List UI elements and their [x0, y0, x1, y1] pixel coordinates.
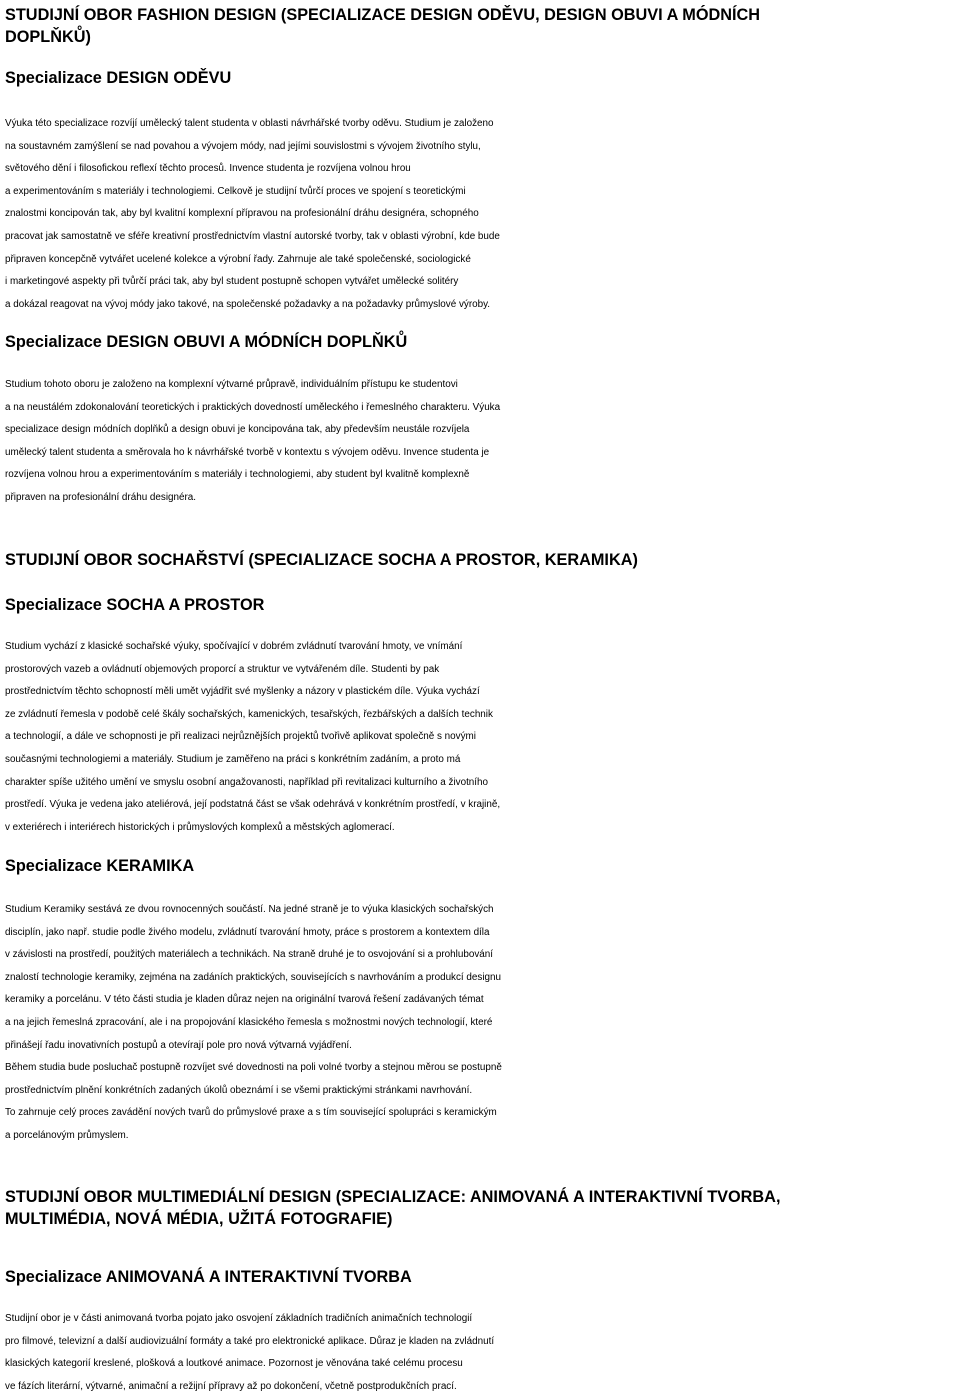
text-line: ve fázích literární, výtvarné, animační a režijní přípravy až po dokončení, včetně postprodukčních prací.: [5, 1380, 457, 1392]
text-line: přinášejí řadu inovativních postupů a otevírají pole pro nová výtvarná vyjádření.: [5, 1039, 352, 1051]
text-line: charakter spíše užitého umění ve smyslu osobní angažovanosti, například při revitalizaci kulturního a životního: [5, 776, 489, 788]
text-line: Studium tohoto oboru je založeno na komplexní výtvarné průpravě, individuálním přístupu ke studentovi: [5, 379, 458, 390]
subheading-socha-a-prostor: Specializace SOCHA A PROSTOR: [5, 596, 265, 614]
text-line: a dokázal reagovat na vývoj módy jako takové, na společenské požadavky a na požadavky průmyslové výroby.: [5, 298, 491, 310]
text-line: umělecký talent studenta a směrovala ho k návrhářské tvorbě v kontextu s vývojem oděvu. Invence studenta je: [5, 446, 490, 458]
text-line: Studium Keramiky sestává ze dvou rovnocenných součástí. Na jedné straně je to výuka klasických sochařských: [5, 904, 494, 915]
text-line: a technologií, a dále ve schopnosti je při realizaci nejrůznějších projektů tvořivě aplikovat společně s novými: [5, 731, 476, 743]
section-heading-socharstvi: [5, 549, 638, 571]
text-line: a porcelánovým průmyslem.: [5, 1129, 129, 1141]
text-line: prostřednictvím plnění konkrétních zadaných úkolů obeznámí i se všemi praktickými stránkami navrhování.: [5, 1084, 473, 1096]
text-line: na soustavném zamýšlení se nad povahou a vývojem módy, nad jejími souvislostmi s vývojem životního stylu,: [5, 140, 481, 152]
text-line: rozvíjena volnou hrou a experimentováním s materiály i technologiemi, aby student byl kvalitně komplexně: [5, 469, 470, 481]
text-line: disciplín, jako např. studie podle živého modelu, zvládnutí tvarování hmoty, práce s prostorem a kontextem díla: [5, 926, 490, 938]
text-line: i marketingové aspekty při tvůrčí práci tak, aby byl student postupně schopen vytvářet umělecké solitéry: [5, 276, 459, 288]
paragraph-animovana-tvorba: [5, 1308, 957, 1398]
text-line: keramiky a porcelánu. V této části studia je kladen důraz nejen na originální tvarová řešení zadávaných témat: [5, 994, 484, 1006]
text-line: v exteriérech i interiérech historických i průmyslových komplexů a městských aglomerací.: [5, 821, 395, 833]
text-line: pracovat jak samostatně ve sféře kreativní prostřednictvím vlastní autorské tvorby, tak v oblasti výrobní, kde bude: [5, 230, 500, 242]
text-line: klasických kategorií kreslené, plošková a loutkové animace. Pozornost je věnována také celému procesu: [5, 1358, 463, 1370]
paragraph-design-obuvi: [5, 374, 957, 510]
text-line: světového dění i filosofickou reflexí těchto procesů. Invence studenta je rozvíjena volnou hrou: [5, 163, 411, 175]
heading-line: STUDIJNÍ OBOR SOCHAŘSTVÍ (SPECIALIZACE SOCHA A PROSTOR, KERAMIKA): [5, 551, 638, 569]
text-line: prostřednictvím těchto schopností měli umět vyjádřit své myšlenky a názory v plastickém díle. Výuka vychází: [5, 686, 480, 698]
subheading-design-odevu: Specializace DESIGN ODĚVU: [5, 69, 232, 87]
text-line: Studijní obor je v části animovaná tvorba pojato jako osvojení základních tradičních animačních technologií: [5, 1313, 473, 1324]
paragraph-keramika: [5, 899, 957, 1148]
text-line: a na jejich řemeslná zpracování, ale i na propojování klasického řemesla s možnostmi nových technologií, které: [5, 1016, 493, 1028]
text-line: a na neustálém zdokonalování teoretických i praktických dovedností uměleckého i řemeslného charakteru. Výuka: [5, 401, 501, 413]
heading-line: STUDIJNÍ OBOR FASHION DESIGN (SPECIALIZACE DESIGN ODĚVU, DESIGN OBUVI A MÓDNÍCH: [5, 6, 761, 24]
text-line: znalostí technologie keramiky, zejména na zadáních praktických, souvisejících s navrhováním a produkcí designu: [5, 971, 502, 983]
text-line: prostředí. Výuka je vedena jako ateliérová, její podstatná část se však odehrává v konkrétním prostředí, v krajině,: [5, 799, 501, 811]
text-line: připraven koncepčně vytvářet ucelené kolekce a výrobní řady. Zahrnuje ale také společenské, sociologické: [5, 253, 471, 265]
heading-line: STUDIJNÍ OBOR MULTIMEDIÁLNÍ DESIGN (SPECIALIZACE: ANIMOVANÁ A INTERAKTIVNÍ TVORBA,: [5, 1188, 781, 1206]
subheading-keramika: Specializace KERAMIKA: [5, 857, 195, 875]
text-line: specializace design módních doplňků a design obuvi je koncipována tak, aby především neustále rozvíjela: [5, 424, 470, 436]
text-line: znalostmi koncipován tak, aby byl kvalitní komplexní přípravou na profesionální dráhu designéra, schopného: [5, 208, 479, 220]
heading-line: MULTIMÉDIA, NOVÁ MÉDIA, UŽITÁ FOTOGRAFIE): [5, 1210, 393, 1228]
text-line: Studium vychází z klasické sochařské výuky, spočívající v dobrém zvládnutí tvarování hmoty, ve vnímání: [5, 641, 463, 652]
text-line: ze zvládnutí řemesla v podobě celé škály sochařských, kamenických, tesařských, řezbářských a dalších technik: [5, 708, 493, 720]
text-line: v závislosti na prostředí, použitých materiálech a technikách. Na straně druhé je to osvojování si a prohlubování: [5, 949, 493, 961]
heading-line: DOPLŇKŮ): [5, 28, 91, 46]
paragraph-design-odevu: [5, 113, 957, 316]
text-line: současnými technologiemi a materiály. Studium je zaměřeno na práci s konkrétním zadáním, a proto má: [5, 753, 461, 765]
text-line: pro filmové, televizní a další audiovizuální formáty a také pro elektronické aplikace. Důraz je kladen na zvládnutí: [5, 1335, 495, 1347]
text-line: To zahrnuje celý proces zavádění nových tvarů do průmyslové praxe a s tím související spolupráci s keramickým: [5, 1107, 497, 1119]
text-line: prostorových vazeb a ovládnutí objemových proporcí a struktur ve vytvářeném díle. Studenti by pak: [5, 663, 440, 675]
subheading-animovana-tvorba: Specializace ANIMOVANÁ A INTERAKTIVNÍ TVORBA: [5, 1268, 412, 1286]
section-heading-fashion: [5, 4, 760, 48]
paragraph-socha-a-prostor: [5, 636, 957, 839]
text-line: Výuka této specializace rozvíjí umělecký talent studenta v oblasti návrhářské tvorby oděvu. Studium je založeno: [5, 118, 494, 129]
text-line: a experimentováním s materiály i technologiemi. Celkově je studijní tvůrčí proces ve spojení s teoretickými: [5, 185, 466, 197]
text-line: připraven na profesionální dráhu designéra.: [5, 491, 197, 503]
text-line: Během studia bude posluchač postupně rozvíjet své dovednosti na poli volné tvorby a stejnou měrou se postupně: [5, 1062, 502, 1074]
section-heading-multimedia: [5, 1186, 780, 1230]
subheading-design-obuvi: Specializace DESIGN OBUVI A MÓDNÍCH DOPLŇKŮ: [5, 333, 408, 351]
